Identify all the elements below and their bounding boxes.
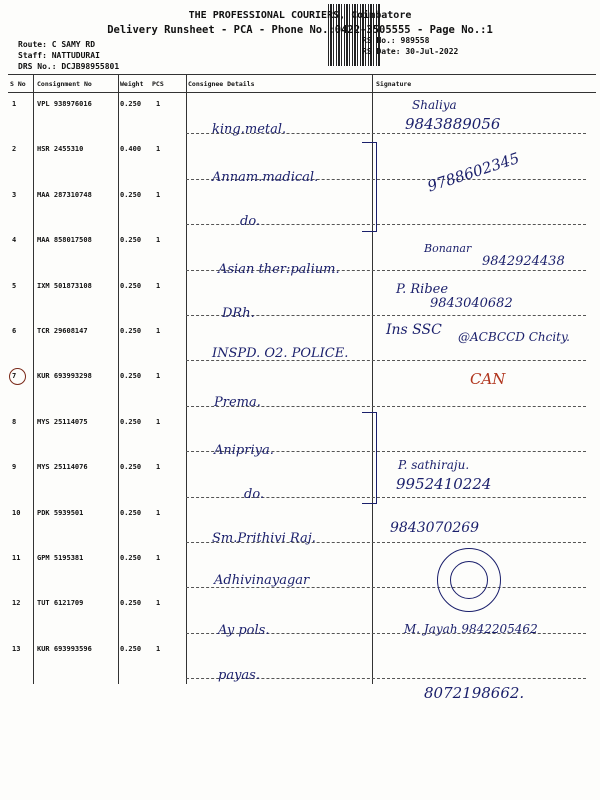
row-weight: 0.250: [120, 508, 142, 517]
row-consignment-no: KUR 693993596: [37, 644, 92, 653]
row-sno: 5: [12, 281, 17, 290]
consignee-8: Anipriya.: [214, 443, 274, 458]
consignee-12: Ay pols.: [218, 623, 270, 638]
circle-mark-row-7: [9, 368, 26, 385]
rs-date: RS Date: 30-Jul-2022: [362, 47, 459, 56]
col-sno: S No: [10, 80, 26, 88]
row-pcs: 1: [156, 145, 161, 154]
staff-label: Staff: NATTUDURAI: [18, 51, 100, 60]
col-signature: Signature: [376, 80, 412, 88]
row-weight: 0.250: [120, 554, 142, 562]
row-consignment-no: MYS 25114075: [37, 417, 88, 426]
signature-8-name: P. sathiraju.: [398, 458, 470, 472]
signature-6-name: Ins SSC: [386, 322, 442, 338]
row-sno: 2: [12, 145, 17, 154]
row-pcs: 1: [156, 236, 161, 245]
signature-10-phone: 9843070269: [390, 520, 480, 536]
row-pcs: 1: [156, 281, 161, 290]
signature-4-phone: 9842924438: [482, 254, 565, 269]
row-pcs: 1: [156, 554, 161, 562]
signature-5-name: P. Ribee: [396, 282, 449, 297]
row-pcs: 1: [156, 372, 161, 381]
row-sno: 11: [12, 554, 21, 562]
consignee-9: do.: [244, 487, 265, 502]
row-consignment-no: MYS 25114076: [37, 463, 88, 472]
row-consignment-no: KUR 693993298: [37, 372, 92, 381]
row-sno: 4: [12, 236, 17, 245]
row-consignment-no: VPL 938976016: [37, 100, 92, 108]
col-consignee: Consignee Details: [188, 80, 255, 88]
row-weight: 0.250: [120, 190, 142, 199]
consignee-10: Sm.Prithivi Raj.: [212, 531, 316, 546]
bracket-rows-2-3: [362, 142, 377, 232]
row-sno: 1: [12, 100, 17, 108]
row-weight: 0.250: [120, 463, 142, 472]
rs-number: RS No.: 989558: [362, 36, 430, 45]
row-consignment-no: HSR 2455310: [37, 145, 84, 154]
signature-6-detail: @ACBCCD Chcity.: [458, 330, 570, 344]
col-consignment: Consignment No: [37, 80, 92, 88]
row-sno: 3: [12, 190, 17, 199]
row-pcs: 1: [156, 463, 161, 472]
row-weight: 0.250: [120, 281, 142, 290]
signature-5-phone: 9843040682: [430, 296, 513, 311]
row-weight: 0.250: [120, 236, 142, 245]
col-pcs: PCS: [152, 80, 164, 88]
row-weight: 0.250: [120, 327, 142, 335]
row-pcs: 1: [156, 190, 161, 199]
consignee-11: Adhivinayagar: [214, 573, 310, 588]
row-consignment-no: PDK 5939501: [37, 508, 84, 517]
drs-label: DRS No.: DCJB98955801: [18, 62, 120, 71]
runsheet-title: Delivery Runsheet - PCA - Phone No.:0422-3505555 - Page No.:1: [107, 24, 493, 36]
signature-2-phone: 9788602345: [425, 148, 522, 196]
signature-9-phone: 9952410224: [396, 475, 492, 493]
row-pcs: 1: [156, 599, 161, 608]
row-weight: 0.400: [120, 145, 142, 154]
row-pcs: 1: [156, 327, 161, 335]
row-weight: 0.250: [120, 644, 142, 653]
row-weight: 0.250: [120, 100, 142, 108]
row-consignment-no: MAA 287310748: [37, 190, 92, 199]
row-weight: 0.250: [120, 417, 142, 426]
company-title: THE PROFESSIONAL COURIERS, Coimbatore: [188, 10, 412, 21]
signature-1-name: Shaliya: [412, 98, 457, 112]
consignee-1: king.metal.: [212, 122, 287, 137]
row-pcs: 1: [156, 417, 161, 426]
row-consignment-no: TCR 29608147: [37, 327, 88, 335]
consignee-4: Asian ther:palium.: [218, 262, 340, 277]
row-consignment-no: TUT 6121709: [37, 599, 84, 608]
row-pcs: 1: [156, 508, 161, 517]
row-pcs: 1: [156, 644, 161, 653]
signature-13-phone: 8072198662.: [424, 684, 525, 702]
row-weight: 0.250: [120, 599, 142, 608]
consignee-3: do.: [240, 214, 261, 229]
consignee-5: DRh.: [222, 306, 255, 321]
signature-4-name: Bonanar: [424, 242, 472, 255]
row-pcs: 1: [156, 100, 161, 108]
col-weight: Weight: [120, 80, 144, 88]
company-stamp: [437, 548, 501, 612]
row-sno: 13: [12, 644, 21, 653]
bracket-rows-8-9: [362, 412, 377, 504]
consignee-13: payas.: [218, 668, 260, 683]
row-consignment-no: MAA 858017508: [37, 236, 92, 245]
signature-1-phone: 9843889056: [405, 115, 501, 133]
signature-7-can: CAN: [470, 370, 506, 388]
row-sno: 7: [12, 372, 17, 381]
row-sno: 12: [12, 599, 21, 608]
route-label: Route: C SAMY RD: [18, 40, 96, 49]
consignee-2: Annam.madical.: [212, 170, 319, 185]
row-consignment-no: IXM 501873108: [37, 281, 92, 290]
row-weight: 0.250: [120, 372, 142, 381]
row-sno: 10: [12, 508, 21, 517]
consignee-7: Prema.: [214, 395, 261, 410]
row-consignment-no: GPM 5195381: [37, 554, 84, 562]
row-sno: 9: [12, 463, 17, 472]
row-sno: 6: [12, 327, 17, 335]
consignee-6: INSPD. O2. POLICE.: [212, 346, 349, 361]
signature-12: M. Jayah 9842205462: [404, 622, 538, 636]
row-sno: 8: [12, 417, 17, 426]
